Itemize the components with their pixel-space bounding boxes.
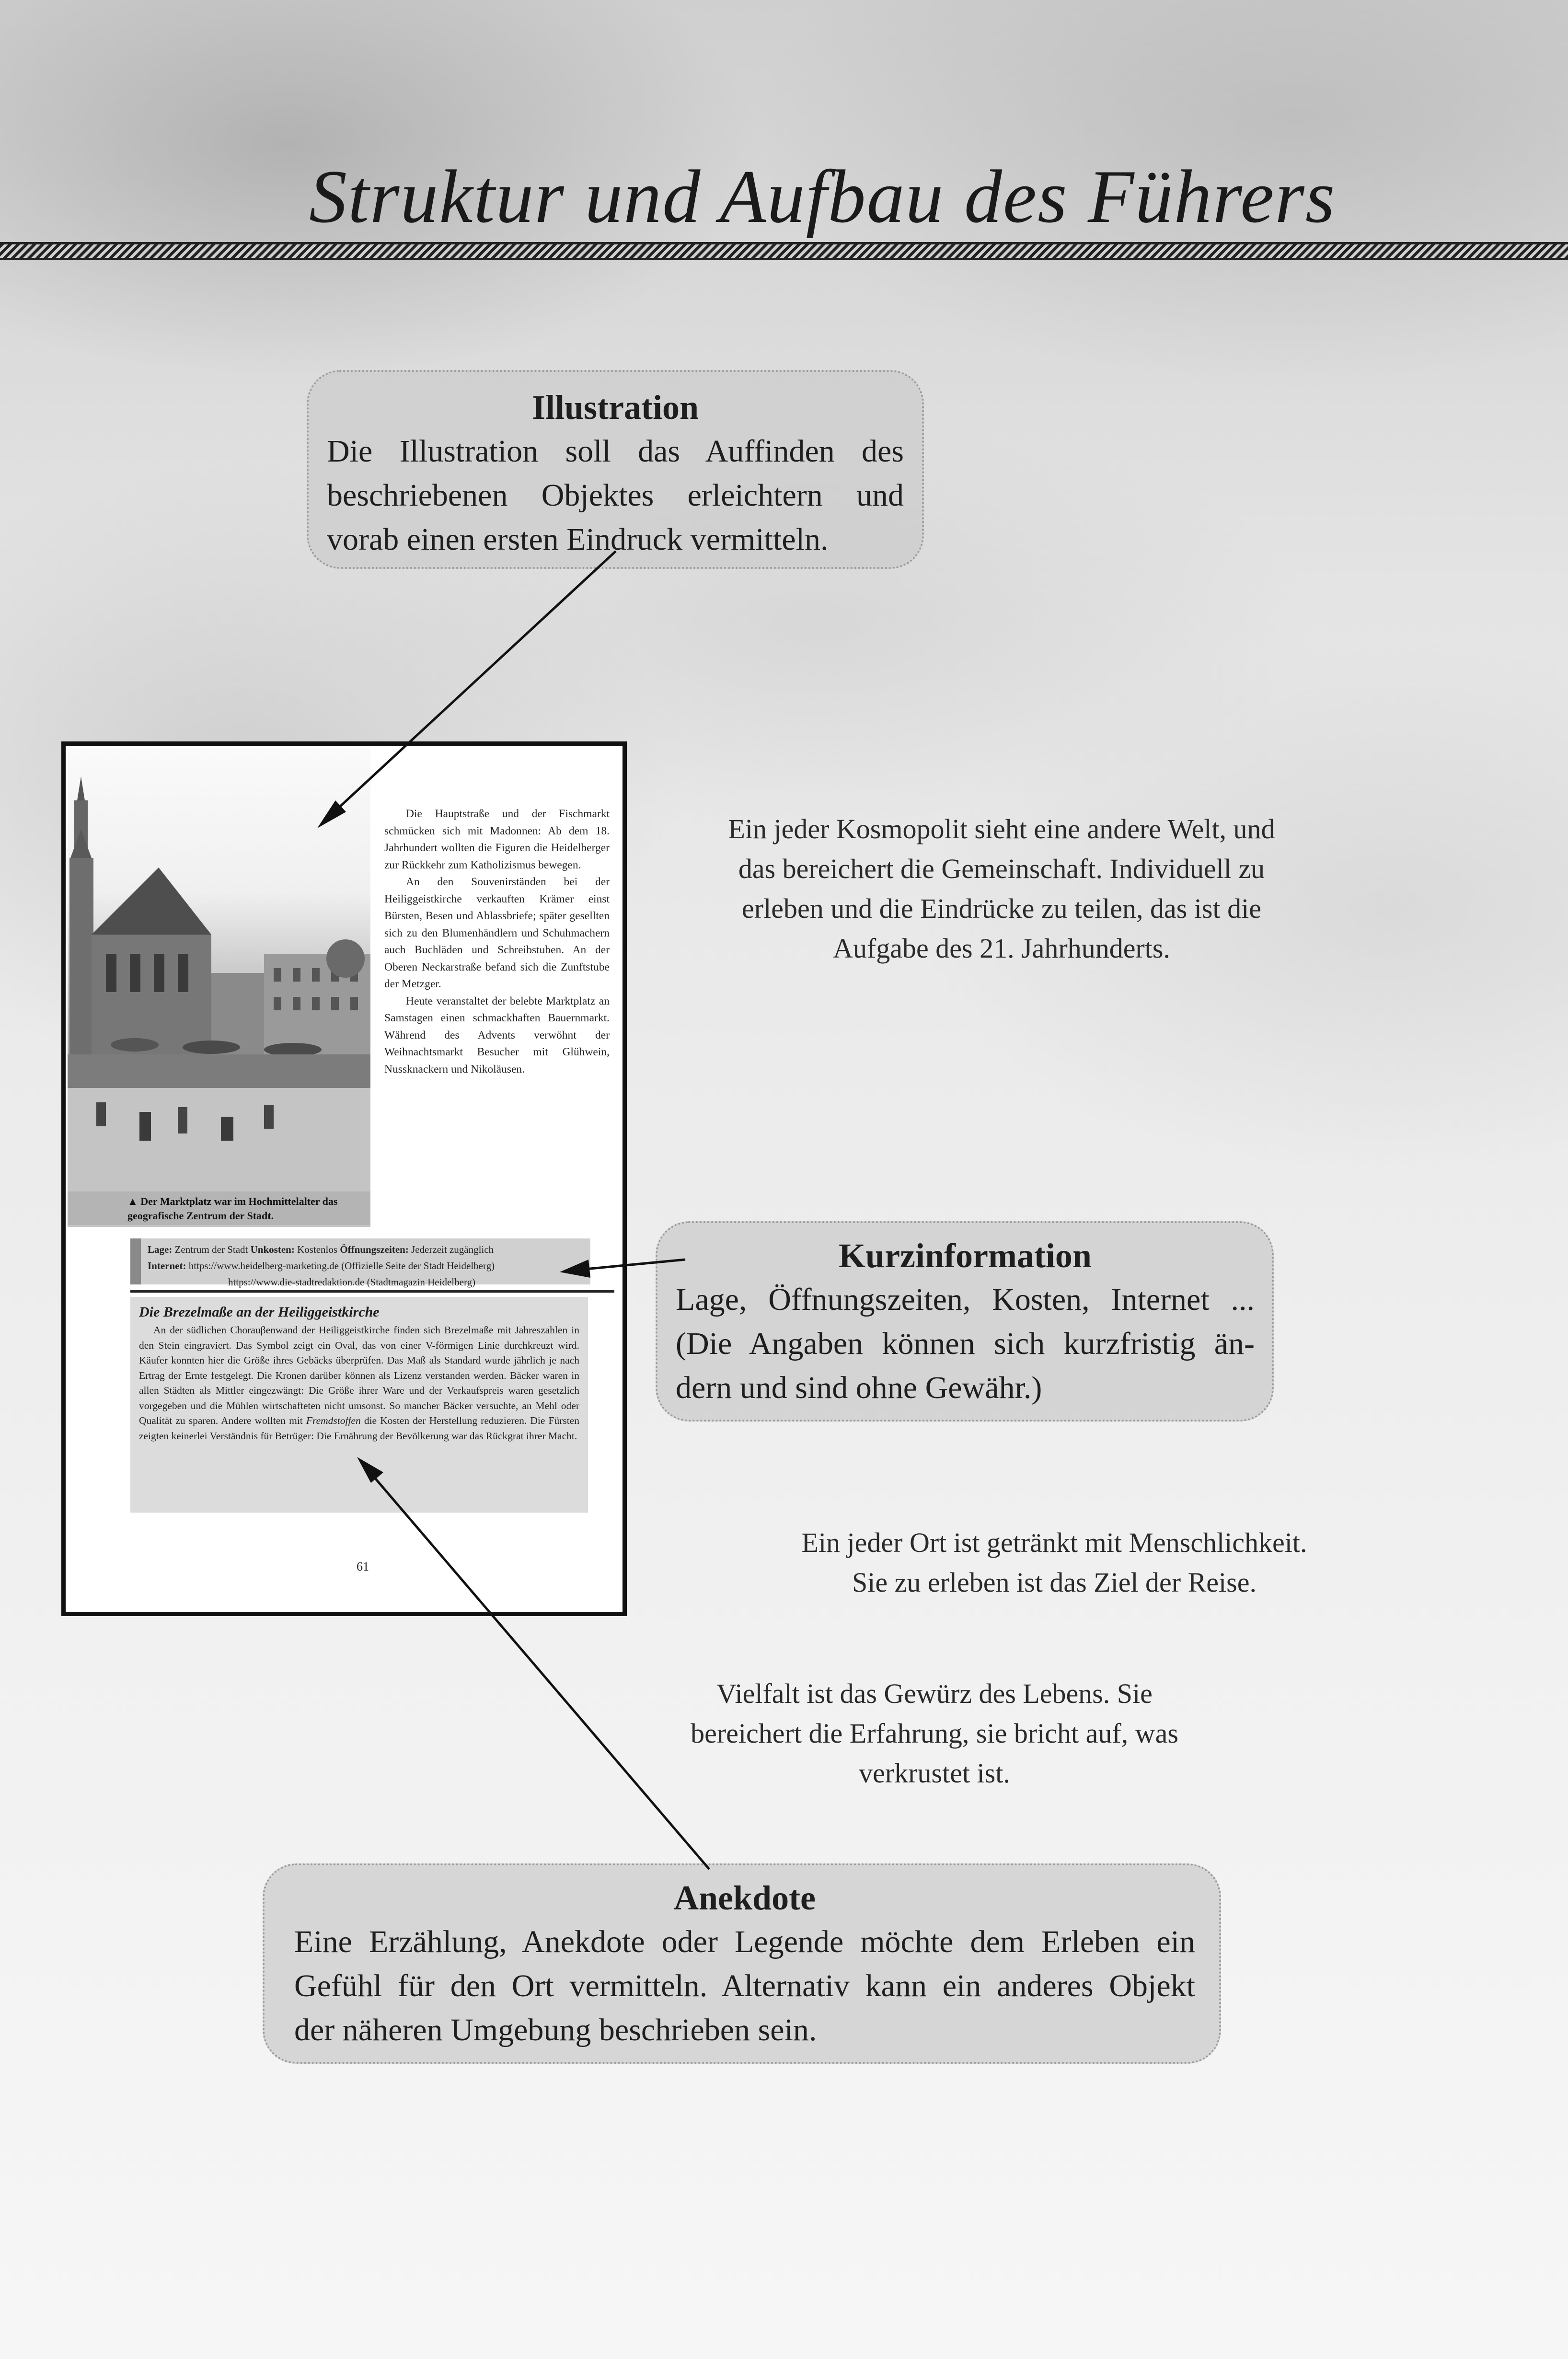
callout-anekdote-line-3: der näheren Umgebung beschrieben sein. [294,2012,817,2047]
quote-ort: Ein jeder Ort ist getränkt mit Menschlichkeit. Sie zu erleben ist das Ziel der Reise. [801,1527,1307,1598]
callout-kurzinformation-line-1: Lage, Öffnungszeiten, Kosten, Internet ... [676,1282,1255,1317]
callout-illustration-line-3: vorab einen ersten Eindruck vermitteln. [327,522,829,557]
info-row-1: Lage: Zentrum der Stadt Unkosten: Kostenlos Öffnungszeiten: Jederzeit zugänglich [148,1244,494,1255]
page-number: 61 [357,1560,369,1573]
arrow-kurzinformation [560,1260,685,1278]
anekdote-text: An der südlichen Chorauβenwand der Heiliggeistkirche finden sich Brezelmaße mit Jahreszahlen in den Stein eingraviert. Das Symbol zeigt ein Oval, das von einer V-förmigen Linie durchkreuzt wird. Käufer konnten hier die Größe ihres Gebäcks überprüfen. Das Maß als Standard wurde jährlich je nach Ertrag der Ernte festgelegt. Die Kronen darüber können als Lizenz verstanden werden. Bäcker waren in allen Städten als Mittler eingezwängt: Die Größe ihrer Ware und der Verkaufspreis waren gesetzlich vorgegeben und die Mühlen wirtschafteten nicht umsonst. So mancher Bäcker versuchte, an Mehl oder Qualität zu sparen. Andere wollten mit Fremdstoffen die Kosten der Herstellung reduzieren. Die Fürsten zeigten keinerlei Verständnis für Betrüger: Die Ernährung der Bevölkerung war das Rückgrat ihrer Macht. [139,1324,579,1442]
arrow-anekdote [357,1457,709,1869]
quote-kosmopolit: Ein jeder Kosmopolit sieht eine andere Welt, und das bereichert die Gemeinschaft. Individuell zu erleben und die Eindrücke zu teilen, das ist die Aufgabe des 21. Jahrhunderts. [728,813,1275,964]
callout-anekdote-line-2: Gefühl für den Ort vermitteln. Alternativ kann ein anderes Objekt [294,1968,1195,2003]
info-row-2: Internet: https://www.heidelberg-marketing.de (Offizielle Seite der Stadt Heidelberg) [148,1260,495,1272]
info-row-3: https://www.die-stadtredaktion.de (Stadtmagazin Heidelberg) [228,1276,476,1288]
callout-kurzinformation-line-2: (Die Angaben können sich kurzfristig än- [676,1326,1255,1361]
body-paragraph: An den Souvenirständen bei der Heiliggeistkirche verkauften Krämer einst Bürsten, Besen und Ablassbriefe; später gesellten sich zu den Blumenhändlern und Schuhmachern auch Buchläden und Schreibstuben. An der Oberen Neckarstraße befand sich die Zunftstube der Metzger. [384,876,610,990]
callout-anekdote-heading: Anekdote [673,1879,816,1917]
arrow-illustration [317,551,616,828]
callout-illustration-heading: Illustration [531,388,699,427]
body-paragraph: Die Hauptstraße und der Fischmarkt schmücken sich mit Madonnen: Ab dem 18. Jahrhundert wollten die Figuren die Heidelberger zur Rückkehr zum Katholizismus bewegen. [384,808,610,871]
callout-illustration-line-2: beschriebenen Objektes erleichtern und [327,478,904,513]
anekdote-title: Die Brezelmaße an der Heiliggeistkirche [139,1304,380,1320]
quote-vielfalt: Vielfalt ist das Gewürz des Lebens. Sie bereichert die Erfahrung, sie bricht auf, was verkrustet ist. [691,1678,1178,1789]
callout-illustration-line-1: Die Illustration soll das Auffinden des [327,434,904,469]
callout-anekdote-line-1: Eine Erzählung, Anekdote oder Legende möchte dem Erleben ein [294,1924,1195,1959]
callout-kurzinformation-heading: Kurzinformation [839,1237,1092,1275]
photo-caption: ▲ Der Marktplatz war im Hochmittelalter das geografische Zentrum der Stadt. [68,1191,370,1225]
info-link: https://www.heidelberg-marketing.de (Offizielle Seite der Stadt Heidelberg) [188,1260,495,1272]
page-title: Struktur und Aufbau des Führers [309,155,1336,239]
body-paragraph: Heute veranstaltet der belebte Marktplatz an Samstagen einen schmackhaften Bauernmarkt. Während des Advents verwöhnt der Weihnachtsmarkt Besucher mit Glühwein, Nussknackern und Nikoläusen. [384,994,610,1075]
callout-kurzinformation-line-3: dern und sind ohne Gewähr.) [676,1370,1042,1405]
